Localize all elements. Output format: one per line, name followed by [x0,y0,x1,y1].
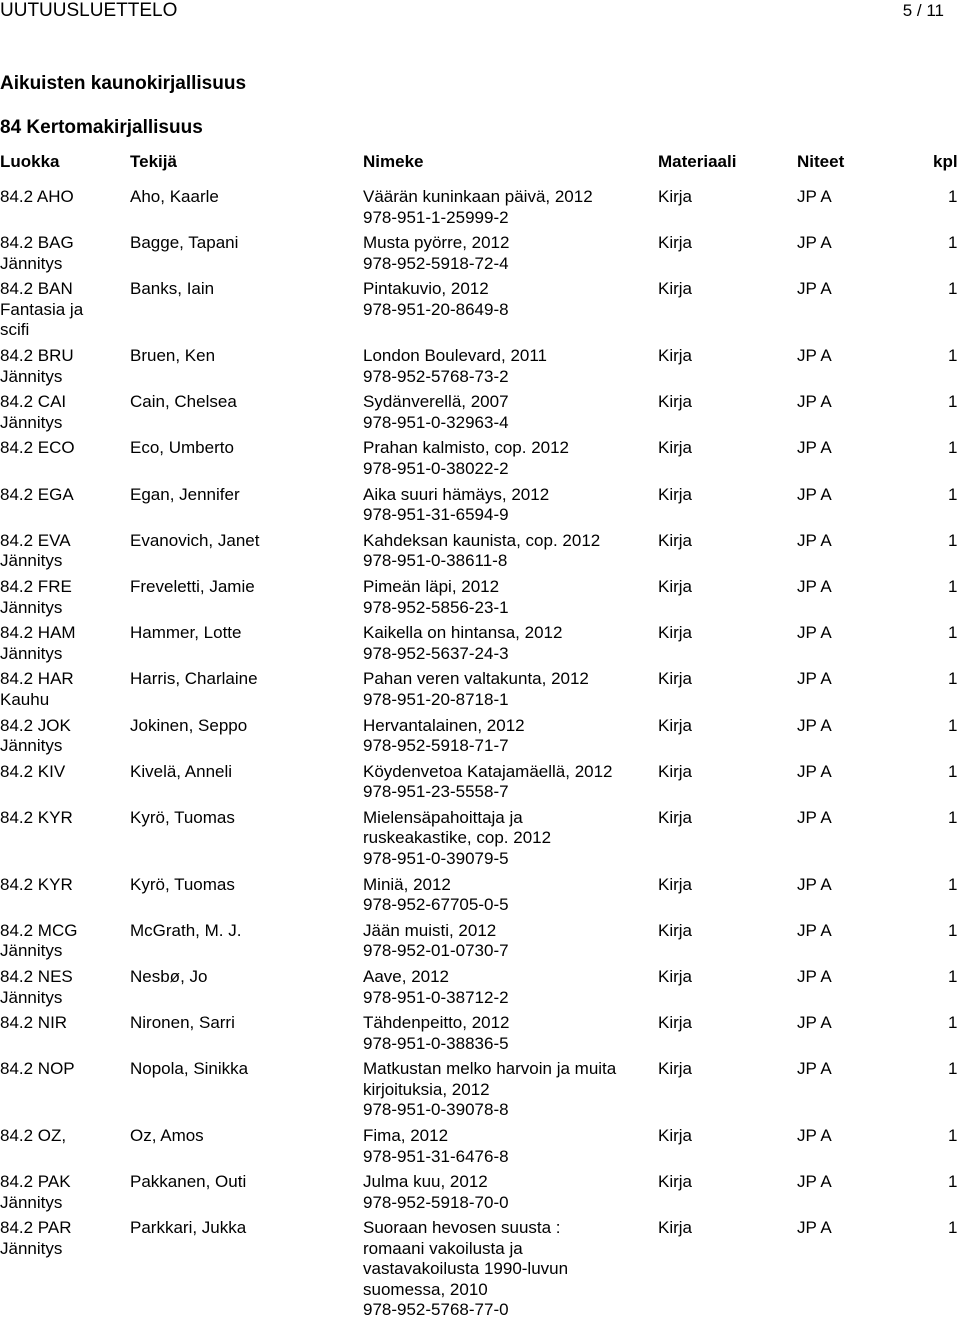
title-cell-line: 978-951-31-6476-8 [363,1146,509,1166]
copies-location-cell: JP A [797,279,832,299]
author-cell: Egan, Jennifer [130,484,240,504]
luokka-cell-line: Jännitys [0,253,63,273]
title-cell-line: 978-952-5918-70-0 [363,1192,509,1212]
title-cell-line: 978-952-67705-0-5 [363,895,509,915]
luokka-cell-line: Jännitys [0,597,63,617]
quantity-cell: 1 [948,623,958,643]
title-cell [363,1172,658,1213]
luokka-cell [0,485,125,506]
author-cell: Evanovich, Janet [130,530,260,550]
material-cell: Kirja [658,1013,693,1033]
copies-location-cell: JP A [797,1059,832,1079]
material-cell: Kirja [658,577,693,596]
title-cell-line: 978-951-0-38836-5 [363,1033,509,1053]
quantity-cell: 1 [948,438,958,458]
title-cell-line: Matkustan melko harvoin ja muita [363,1059,617,1079]
copies-location-cell: JP A [797,392,832,412]
subsection-heading: 84 Kertomakirjallisuus [0,117,203,138]
luokka-cell-line: Jännitys [0,1238,63,1258]
luokka-cell-line: 84.2 NES [0,967,73,986]
title-cell [363,577,658,618]
title-cell-line: kirjoituksia, 2012 [363,1079,490,1099]
quantity-cell: 1 [948,761,958,781]
title-cell-line: 978-951-0-39079-5 [363,848,509,868]
title-cell-line: vastavakoilusta 1990-luvun [363,1259,569,1279]
title-cell [363,875,658,916]
quantity-cell: 1 [948,874,958,894]
page-number: 5 / 11 [902,1,944,20]
title-cell-line: Väärän kuninkaan päivä, 2012 [363,187,593,206]
copies-location-cell: JP A [797,346,832,366]
copies-location-cell: JP A [797,1013,832,1033]
title-cell-line: romaani vakoilusta ja [363,1238,523,1258]
luokka-cell-line: 84.2 OZ, [0,1126,67,1146]
author-cell: McGrath, M. J. [130,920,242,940]
title-cell [363,669,658,710]
luokka-cell-line: 84.2 JOK [0,715,71,735]
title-cell [363,187,658,228]
title-cell-line: Jään muisti, 2012 [363,920,497,940]
quantity-cell: 1 [948,187,958,206]
material-cell: Kirja [658,233,693,253]
material-cell: Kirja [658,669,693,689]
luokka-cell [0,187,125,208]
luokka-cell-line: 84.2 KYR [0,807,73,827]
luokka-cell-line: Jännitys [0,941,63,961]
author-cell: Bagge, Tapani [130,233,239,253]
title-cell [363,1059,658,1121]
luokka-cell-line: 84.2 EVA [0,530,71,550]
copies-location-cell: JP A [797,233,832,253]
luokka-cell-line: 84.2 NOP [0,1059,75,1079]
luokka-cell-line: 84.2 FRE [0,577,72,596]
column-header-luokka: Luokka [0,152,60,171]
quantity-cell: 1 [948,1013,958,1033]
luokka-cell [0,623,125,664]
copies-location-cell: JP A [797,1126,832,1146]
quantity-cell: 1 [948,715,958,735]
luokka-cell [0,669,125,710]
author-cell: Nopola, Sinikka [130,1059,249,1079]
title-cell-line: 978-952-5768-77-0 [363,1300,509,1320]
luokka-cell [0,279,125,341]
title-cell [363,967,658,1008]
quantity-cell: 1 [948,1172,958,1192]
author-cell: Pakkanen, Outi [130,1172,247,1192]
title-cell [363,346,658,387]
table-row [0,875,960,921]
luokka-cell [0,1013,125,1034]
title-cell [363,921,658,962]
quantity-cell: 1 [948,967,958,986]
author-cell: Jokinen, Seppo [130,715,248,735]
quantity-cell: 1 [948,392,958,412]
title-cell [363,762,658,803]
material-cell: Kirja [658,715,693,735]
author-cell: Freveletti, Jamie [130,577,255,596]
luokka-cell [0,716,125,757]
quantity-cell: 1 [948,1059,958,1079]
luokka-cell-line: 84.2 NIR [0,1013,68,1033]
title-cell [363,1013,658,1054]
luokka-cell [0,233,125,274]
luokka-cell [0,808,125,829]
title-cell-line: 978-951-0-38712-2 [363,987,509,1007]
luokka-cell-line: 84.2 PAR [0,1218,72,1238]
luokka-cell-line: 84.2 HAR [0,669,74,689]
luokka-cell [0,1172,125,1213]
title-cell-line: Aika suuri hämäys, 2012 [363,484,550,504]
quantity-cell: 1 [948,346,958,366]
title-cell [363,531,658,572]
column-header-kpl: kpl [933,152,958,171]
luokka-cell [0,1059,125,1080]
title-cell-line: Kaikella on hintansa, 2012 [363,623,563,643]
title-cell-line: 978-952-01-0730-7 [363,941,509,961]
luokka-cell-line: Jännitys [0,736,63,756]
title-cell-line: Hervantalainen, 2012 [363,715,525,735]
luokka-cell-line: 84.2 AHO [0,187,74,206]
table-row [0,623,960,669]
quantity-cell: 1 [948,920,958,940]
title-cell-line: Julma kuu, 2012 [363,1172,488,1192]
material-cell: Kirja [658,967,693,986]
column-header-tekija: Tekijä [130,152,177,171]
title-cell [363,1126,658,1167]
quantity-cell: 1 [948,1218,958,1238]
table-row [0,1013,960,1059]
luokka-cell-line: 84.2 KIV [0,761,66,781]
table-row [0,438,960,484]
copies-location-cell: JP A [797,1172,832,1192]
title-cell-line: 978-951-20-8649-8 [363,299,509,319]
luokka-cell [0,762,125,783]
copies-location-cell: JP A [797,530,832,550]
copies-location-cell: JP A [797,807,832,827]
title-cell-line: Kahdeksan kaunista, cop. 2012 [363,530,601,550]
luokka-cell-line: 84.2 EGA [0,484,74,504]
luokka-cell [0,967,125,1008]
table-row [0,669,960,715]
title-cell [363,233,658,274]
title-cell-line: Musta pyörre, 2012 [363,233,510,253]
title-cell-line: Prahan kalmisto, cop. 2012 [363,438,570,458]
luokka-cell [0,438,125,459]
luokka-cell [0,1126,125,1147]
title-cell-line: Suoraan hevosen suusta : [363,1218,561,1238]
title-cell-line: Aave, 2012 [363,967,450,986]
table-row [0,1218,960,1326]
table-row [0,485,960,531]
title-cell [363,392,658,433]
luokka-cell [0,531,125,572]
luokka-cell-line: 84.2 BAG [0,233,74,253]
material-cell: Kirja [658,346,693,366]
title-cell-line: 978-951-23-5558-7 [363,782,509,802]
luokka-cell-line: Kauhu [0,689,50,709]
copies-location-cell: JP A [797,874,832,894]
title-cell-line: Köydenvetoa Katajamäellä, 2012 [363,761,613,781]
title-cell-line: 978-952-5918-71-7 [363,736,509,756]
copies-location-cell: JP A [797,484,832,504]
copies-location-cell: JP A [797,187,832,206]
table-row [0,392,960,438]
quantity-cell: 1 [948,807,958,827]
material-cell: Kirja [658,807,693,827]
table-row [0,1172,960,1218]
quantity-cell: 1 [948,279,958,299]
quantity-cell: 1 [948,669,958,689]
author-cell: Bruen, Ken [130,346,216,366]
catalog-title: UUTUUSLUETTELO [0,0,178,21]
title-cell-line: 978-951-0-32963-4 [363,412,509,432]
table-row [0,187,960,233]
author-cell: Kyrö, Tuomas [130,874,235,894]
quantity-cell: 1 [948,577,958,596]
author-cell: Kyrö, Tuomas [130,807,235,827]
luokka-cell-line: Jännitys [0,551,63,571]
quantity-cell: 1 [948,1126,958,1146]
title-cell-line: 978-952-5856-23-1 [363,597,509,617]
luokka-cell-line: 84.2 ECO [0,438,75,458]
luokka-cell [0,1218,125,1259]
table-row [0,1126,960,1172]
title-cell-line: ruskeakastike, cop. 2012 [363,828,552,848]
page-header [0,0,960,22]
luokka-cell [0,921,125,962]
title-cell-line: Tähdenpeitto, 2012 [363,1013,510,1033]
author-cell: Oz, Amos [130,1126,204,1146]
table-row [0,921,960,967]
table-row [0,967,960,1013]
title-cell-line: Sydänverellä, 2007 [363,392,509,412]
copies-location-cell: JP A [797,577,832,596]
title-cell [363,716,658,757]
title-cell-line: 978-952-5768-73-2 [363,366,509,386]
material-cell: Kirja [658,392,693,412]
luokka-cell [0,875,125,896]
author-cell: Eco, Umberto [130,438,234,458]
material-cell: Kirja [658,874,693,894]
material-cell: Kirja [658,920,693,940]
copies-location-cell: JP A [797,623,832,643]
title-cell-line: 978-951-31-6594-9 [363,505,509,525]
luokka-cell-line: 84.2 CAI [0,392,67,412]
catalog-list [0,187,960,1326]
luokka-cell-line: 84.2 HAM [0,623,76,643]
table-row [0,577,960,623]
luokka-cell-line: Jännitys [0,643,63,663]
luokka-cell-line: Jännitys [0,1192,63,1212]
table-row [0,233,960,279]
luokka-cell-line: scifi [0,320,30,340]
copies-location-cell: JP A [797,438,832,458]
table-row [0,762,960,808]
title-cell [363,279,658,320]
material-cell: Kirja [658,623,693,643]
title-cell-line: Pintakuvio, 2012 [363,279,489,299]
luokka-cell-line: 84.2 PAK [0,1172,71,1192]
title-cell-line: Pimeän läpi, 2012 [363,577,500,596]
quantity-cell: 1 [948,530,958,550]
title-cell [363,485,658,526]
author-cell: Parkkari, Jukka [130,1218,247,1238]
luokka-cell [0,392,125,433]
material-cell: Kirja [658,484,693,504]
material-cell: Kirja [658,1126,693,1146]
luokka-cell [0,346,125,387]
material-cell: Kirja [658,1218,693,1238]
copies-location-cell: JP A [797,1218,832,1238]
author-cell: Aho, Kaarle [130,187,219,206]
copies-location-cell: JP A [797,920,832,940]
material-cell: Kirja [658,279,693,299]
title-cell-line: 978-952-5637-24-3 [363,643,509,663]
author-cell: Hammer, Lotte [130,623,242,643]
table-row [0,1059,960,1126]
section-heading: Aikuisten kaunokirjallisuus [0,73,247,94]
title-cell-line: 978-951-1-25999-2 [363,207,509,227]
author-cell: Cain, Chelsea [130,392,237,412]
column-header-nimeke: Nimeke [363,152,424,171]
luokka-cell-line: Jännitys [0,987,63,1007]
material-cell: Kirja [658,530,693,550]
author-cell: Nesbø, Jo [130,967,208,986]
title-cell-line: 978-951-0-39078-8 [363,1100,509,1120]
title-cell-line: suomessa, 2010 [363,1279,488,1299]
title-cell-line: Pahan veren valtakunta, 2012 [363,669,589,689]
title-cell-line: 978-952-5918-72-4 [363,253,509,273]
title-cell-line: 978-951-20-8718-1 [363,689,509,709]
title-cell [363,438,658,479]
luokka-cell-line: 84.2 MCG [0,920,78,940]
author-cell: Kivelä, Anneli [130,761,233,781]
title-cell-line: Miniä, 2012 [363,874,451,894]
title-cell-line: Mielensäpahoittaja ja [363,807,523,827]
luokka-cell [0,577,125,618]
material-cell: Kirja [658,438,693,458]
luokka-cell-line: Fantasia ja [0,299,84,319]
luokka-cell-line: Jännitys [0,366,63,386]
material-cell: Kirja [658,187,693,206]
table-row [0,279,960,346]
author-cell: Harris, Charlaine [130,669,258,689]
material-cell: Kirja [658,1172,693,1192]
column-header-materiaali: Materiaali [658,152,737,171]
title-cell [363,1218,658,1321]
luokka-cell-line: 84.2 BRU [0,346,74,366]
title-cell-line: Fima, 2012 [363,1126,449,1146]
title-cell-line: 978-951-0-38611-8 [363,551,508,571]
luokka-cell-line: 84.2 KYR [0,874,73,894]
table-row [0,716,960,762]
luokka-cell-line: Jännitys [0,412,63,432]
table-row [0,346,960,392]
author-cell: Banks, Iain [130,279,215,299]
copies-location-cell: JP A [797,669,832,689]
material-cell: Kirja [658,1059,693,1079]
copies-location-cell: JP A [797,967,832,986]
copies-location-cell: JP A [797,761,832,781]
title-cell-line: 978-951-0-38022-2 [363,458,509,478]
title-cell [363,808,658,870]
luokka-cell-line: 84.2 BAN [0,279,73,299]
title-cell [363,623,658,664]
column-header-row [0,152,960,174]
copies-location-cell: JP A [797,715,832,735]
table-row [0,808,960,875]
quantity-cell: 1 [948,233,958,253]
table-row [0,531,960,577]
column-header-niteet: Niteet [797,152,845,171]
title-cell-line: London Boulevard, 2011 [363,346,548,366]
quantity-cell: 1 [948,484,958,504]
author-cell: Nironen, Sarri [130,1013,235,1033]
material-cell: Kirja [658,761,693,781]
